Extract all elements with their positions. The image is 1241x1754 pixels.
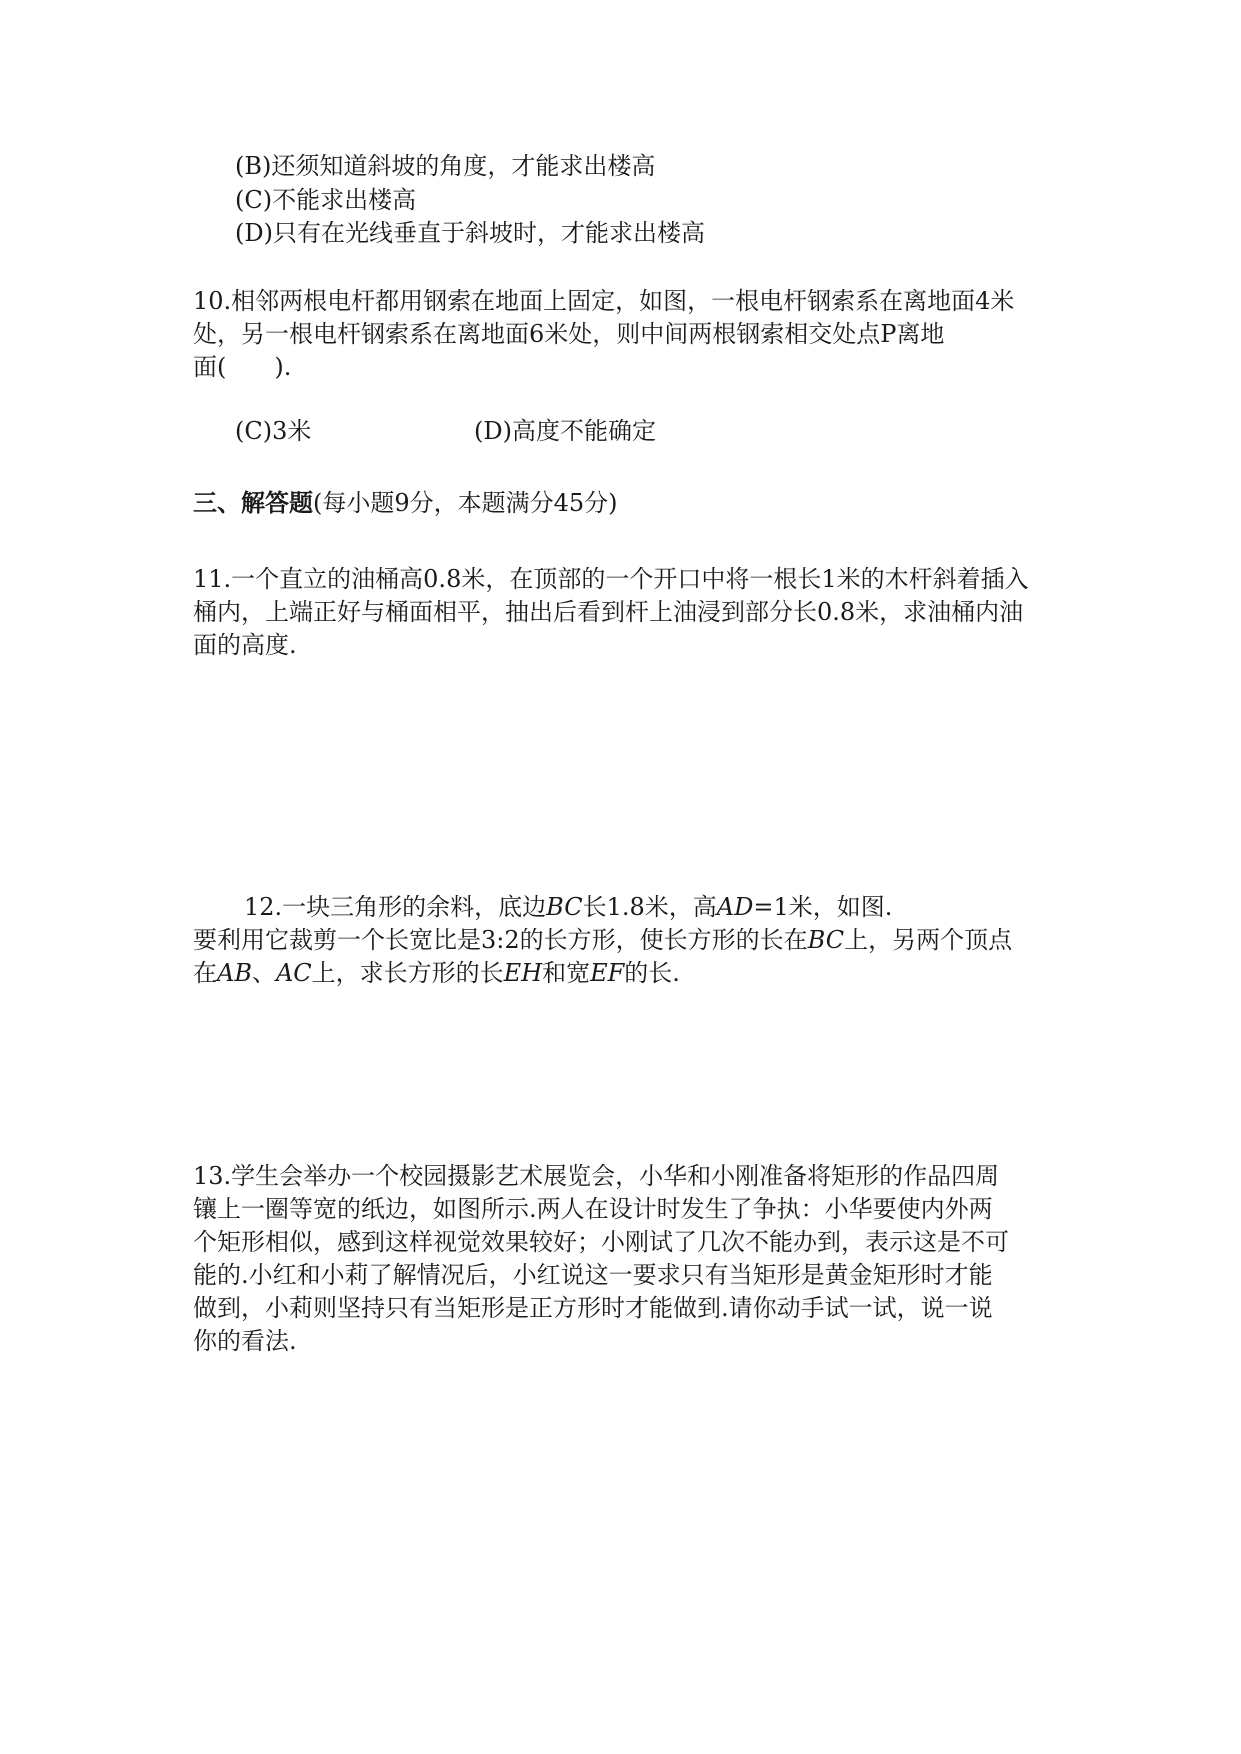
q13-line-6: 你的看法. — [193, 1327, 297, 1355]
q12-var-ab: AB — [217, 959, 252, 987]
q12-text: =1米，如图. — [753, 893, 893, 921]
q11-line-3: 面的高度. — [193, 631, 297, 659]
q12-var-eh: EH — [503, 959, 543, 987]
q12-var-ef: EF — [590, 959, 625, 987]
q12-var-ac: AC — [275, 959, 312, 987]
q10-option-c: (C)3米 — [235, 417, 312, 445]
q12-var-bc: BC — [807, 926, 845, 954]
q12-var-ad: AD — [716, 893, 754, 921]
q13-line-1: 13.学生会举办一个校园摄影艺术展览会，小华和小刚准备将矩形的作品四周 — [193, 1162, 1000, 1190]
q10-line-1: 10.相邻两根电杆都用钢索在地面上固定，如图，一根电杆钢索系在离地面4米 — [193, 287, 1015, 315]
q10-line-3: 面( ). — [193, 353, 292, 381]
q13-line-2: 镶上一圈等宽的纸边，如图所示.两人在设计时发生了争执：小华要使内外两 — [193, 1195, 993, 1223]
q12-text: 的长. — [624, 959, 680, 987]
q12-text: 上，求长方形的长 — [311, 959, 504, 987]
q13-line-3: 个矩形相似，感到这样视觉效果较好；小刚试了几次不能办到，表示这是不可 — [193, 1228, 1009, 1256]
q12-text: 12.一块三角形的余料，底边 — [244, 893, 547, 921]
q9-option-b: (B)还须知道斜坡的角度，才能求出楼高 — [235, 152, 656, 180]
q11-line-1: 11.一个直立的油桶高0.8米，在顶部的一个开口中将一根长1米的木杆斜着插入 — [193, 565, 1029, 593]
q12-text: 要利用它裁剪一个长宽比是3:2的长方形，使长方形的长在 — [193, 926, 808, 954]
q12-line-1 — [244, 891, 892, 923]
q12-text: 、 — [251, 959, 276, 987]
q12-text: 在 — [193, 959, 217, 987]
q9-option-d: (D)只有在光线垂直于斜坡时，才能求出楼高 — [235, 219, 705, 247]
q12-var-bc: BC — [546, 893, 583, 921]
q9-option-c: (C)不能求出楼高 — [235, 186, 417, 214]
q13-line-5: 做到，小莉则坚持只有当矩形是正方形时才能做到.请你动手试一试，说一说 — [193, 1294, 993, 1322]
q12-text: 长1.8米，高 — [582, 893, 717, 921]
q10-option-d: (D)高度不能确定 — [474, 417, 656, 445]
section-3-note: (每小题9分，本题满分45分) — [313, 489, 618, 517]
q13-line-4: 能的.小红和小莉了解情况后，小红说这一要求只有当矩形是黄金矩形时才能 — [193, 1261, 993, 1289]
q12-line-3 — [193, 957, 680, 989]
q11-line-2: 桶内，上端正好与桶面相平，抽出后看到杆上油浸到部分长0.8米，求油桶内油 — [193, 598, 1024, 626]
section-3-title: 三、解答题 — [193, 488, 313, 517]
section-3-heading — [193, 487, 618, 519]
q12-line-2 — [193, 924, 1012, 956]
q10-line-2: 处，另一根电杆钢索系在离地面6米处，则中间两根钢索相交处点P离地 — [193, 320, 945, 348]
q12-text: 和宽 — [542, 959, 591, 987]
q12-text: 上，另两个顶点 — [844, 926, 1013, 954]
